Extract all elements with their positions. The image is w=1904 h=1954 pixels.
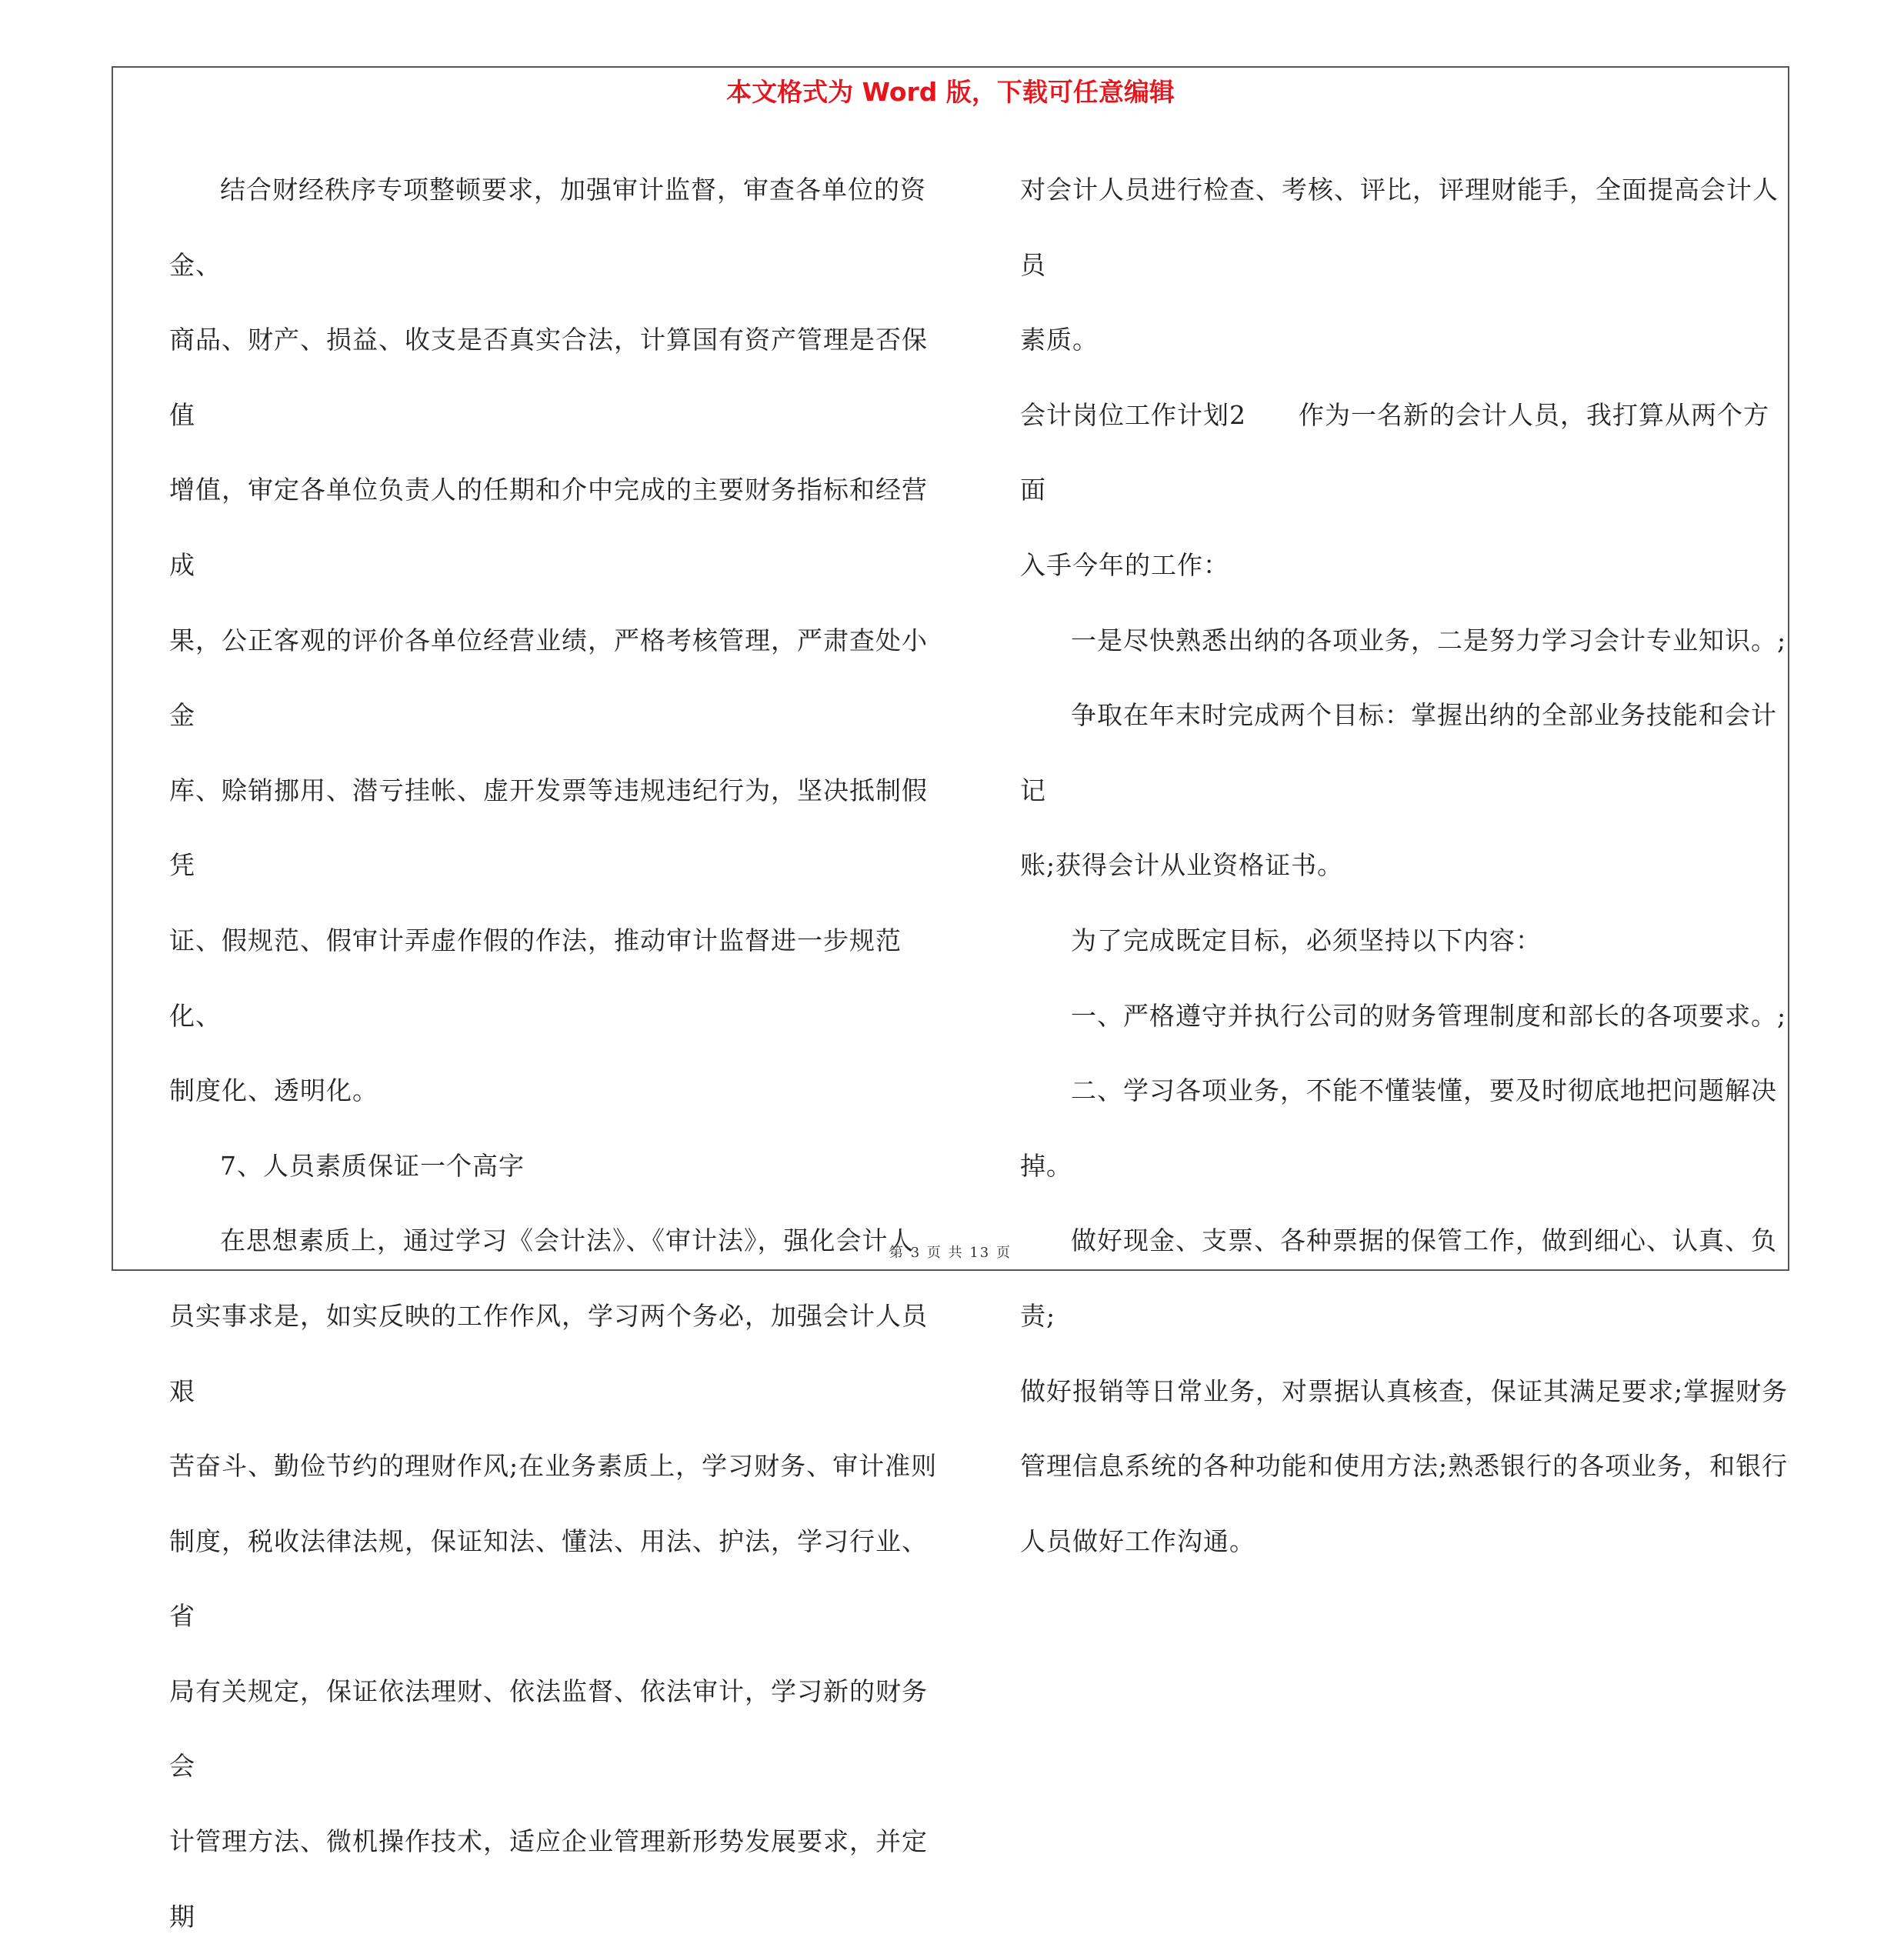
page-number: 第 3 页 共 13 页	[889, 1245, 1012, 1261]
text-line: 做好报销等日常业务，对票据认真核查，保证其满足要求;掌握财务	[1020, 1375, 1789, 1406]
text-line: 员实事求是，如实反映的工作作风，学习两个务必，加强会计人员艰	[169, 1300, 928, 1406]
left-column	[169, 152, 939, 1954]
text-line: 果，公正客观的评价各单位经营业绩，严格考核管理，严肃查处小金	[169, 625, 928, 731]
text-line: 素质。	[1020, 325, 1099, 355]
text-line: 为了完成既定目标，必须坚持以下内容：	[1071, 925, 1542, 955]
text-line: 计管理方法、微机操作技术，适应企业管理新形势发展要求，并定期	[169, 1826, 928, 1932]
text-line: 账;获得会计从业资格证书。	[1020, 850, 1344, 881]
right-column	[1020, 152, 1789, 1579]
text-line: 增值，审定各单位负责人的任期和介中完成的主要财务指标和经营成	[169, 475, 928, 580]
section-heading: 7、人员素质保证一个高字	[220, 1150, 525, 1181]
text-line: 一、严格遵守并执行公司的财务管理制度和部长的各项要求。;	[1071, 1000, 1787, 1031]
text-line: 库、赊销挪用、潜亏挂帐、虚开发票等违规违纪行为，坚决抵制假凭	[169, 775, 928, 881]
text-line: 管理信息系统的各种功能和使用方法;熟悉银行的各项业务，和银行	[1020, 1451, 1789, 1482]
text-line: 争取在年末时完成两个目标：掌握出纳的全部业务技能和会计记	[1020, 700, 1777, 805]
text-line: 对会计人员进行检查、考核、评比，评理财能手，全面提高会计人员	[1020, 175, 1779, 280]
text-line: 局有关规定，保证依法理财、依法监督、依法审计，学习新的财务会	[169, 1676, 928, 1782]
text-line: 人员做好工作沟通。	[1020, 1526, 1255, 1556]
text-line: 做好现金、支票、各种票据的保管工作，做到细心、认真、负责;	[1020, 1225, 1777, 1331]
text-line: 结合财经秩序专项整顿要求，加强审计监督，审查各单位的资金、	[169, 175, 926, 280]
text-line: 在思想素质上，通过学习《会计法》、《审计法》，强化会计人	[220, 1225, 915, 1256]
text-line: 证、假规范、假审计弄虚作假的作法，推动审计监督进一步规范化、	[169, 925, 902, 1031]
text-line: 制度化、透明化。	[169, 1075, 378, 1106]
text-line: 入手今年的工作：	[1020, 549, 1229, 580]
text-line: 商品、财产、损益、收支是否真实合法，计算国有资产管理是否保值	[169, 325, 928, 430]
text-line: 制度，税收法律法规，保证知法、懂法、用法、护法，学习行业、省	[169, 1526, 928, 1632]
format-banner: 本文格式为 Word 版，下载可任意编辑	[726, 77, 1175, 107]
text-line: 一是尽快熟悉出纳的各项业务，二是努力学习会计专业知识。;	[1071, 625, 1787, 655]
section-heading: 会计岗位工作计划2 作为一名新的会计人员，我打算从两个方面	[1020, 399, 1769, 505]
text-line: 二、学习各项业务，不能不懂装懂，要及时彻底地把问题解决掉。	[1020, 1075, 1777, 1181]
document-page	[112, 66, 1789, 1932]
text-line: 苦奋斗、勤俭节约的理财作风;在业务素质上，学习财务、审计准则	[169, 1451, 938, 1482]
